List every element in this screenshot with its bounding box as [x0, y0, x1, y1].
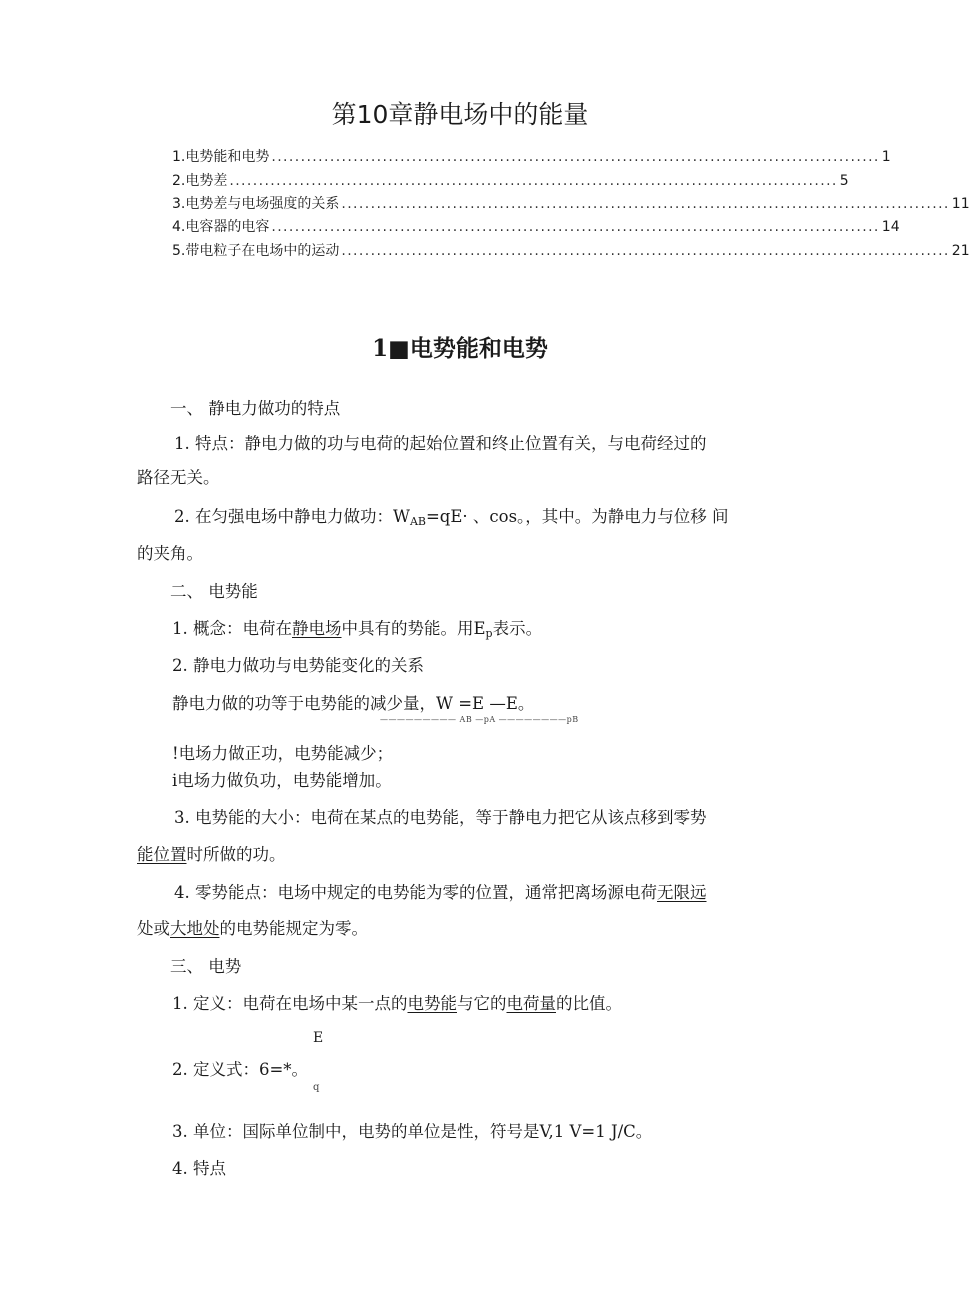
toc-label: 电容器的电容	[185, 219, 270, 235]
toc-number: 1.	[172, 149, 186, 165]
text-run: 4. 零势能点：电场中规定的电势能为零的位置，通常把离场源电荷	[174, 883, 657, 902]
text-run: 处	[137, 919, 154, 938]
toc-page: 21	[951, 243, 970, 259]
toc-page: 5	[839, 173, 849, 189]
text-run: 时所做的功。	[186, 845, 286, 864]
toc-number: 3.	[172, 196, 186, 212]
toc-leader: ........................................................................................................	[229, 173, 838, 189]
toc-entry-5[interactable]	[172, 240, 970, 260]
underlined-term: 能位置	[137, 845, 187, 864]
text-run: 2. 在匀强电场中静电力做功：W	[174, 507, 410, 526]
paragraph-line: 4. 特点	[172, 1159, 226, 1178]
text-run: 中具有的势能。用E	[341, 619, 486, 638]
paragraph-line	[172, 615, 542, 640]
toc-leader: ........................................................................................................	[271, 149, 880, 165]
heading-potential-energy: 二、 电势能	[170, 582, 258, 601]
toc-entry-4[interactable]	[172, 216, 900, 236]
text-run: 或	[153, 919, 170, 938]
subscript: AB	[409, 515, 426, 528]
toc-leader: ........................................................................................................	[341, 243, 950, 259]
subscript: p	[485, 627, 493, 640]
text-run: =qE· 、cos。，其中。为静电力与位移 间	[425, 507, 729, 526]
underlined-term: 静电场	[292, 619, 342, 638]
underlined-term: 电势能	[407, 994, 457, 1013]
text-run: 表示。	[492, 619, 543, 638]
text-run: 与它的	[457, 994, 507, 1013]
underlined-term: 大地处	[170, 919, 220, 938]
heading-electrostatic-work: 一、 静电力做功的特点	[170, 399, 341, 418]
toc-label: 电势差与电场强度的关系	[185, 196, 340, 212]
paragraph-line: !电场力做正功，电势能减少；	[172, 744, 394, 763]
paragraph-line: 2. 静电力做功与电势能变化的关系	[172, 656, 424, 675]
fraction-numerator: E	[313, 1030, 324, 1046]
heading-potential: 三、 电势	[170, 957, 242, 976]
paragraph-line: i电场力做负功，电势能增加。	[172, 771, 392, 790]
text-run: 1. 定义：电荷在电场中某一点的	[172, 994, 408, 1013]
toc-leader: ........................................................................................................	[341, 196, 950, 212]
paragraph-line: 3. 单位：国际单位制中，电势的单位是性，符号是V,1 V=1 J/C。	[172, 1122, 653, 1141]
paragraph-line	[172, 990, 622, 1014]
toc-label: 带电粒子在电场中的运动	[185, 243, 340, 259]
toc-page: 1	[881, 149, 891, 165]
paragraph-line: 路径无关。	[137, 468, 220, 487]
toc-number: 2.	[172, 173, 186, 189]
toc-entry-2[interactable]	[172, 170, 849, 190]
toc-number: 4.	[172, 219, 186, 235]
paragraph-line	[174, 503, 729, 528]
formula-subscripts: ————————— AB —pA ————————pB	[380, 715, 579, 724]
text-run: 1. 概念：电荷在	[172, 619, 292, 638]
paragraph-line: 1. 特点：静电力做的功与电荷的起始位置和终止位置有关，与电荷经过的	[174, 434, 707, 453]
toc-label: 电势差	[185, 173, 228, 189]
paragraph-line: 静电力做的功等于电势能的减少量，W =E —E。	[172, 694, 535, 713]
document-title: 第10章静电场中的能量	[331, 100, 589, 129]
underlined-term: 无限远	[657, 883, 707, 902]
fraction-denominator: q	[313, 1082, 320, 1093]
toc-leader: ........................................................................................................	[271, 219, 880, 235]
toc-label: 电势能和电势	[185, 149, 270, 165]
paragraph-line	[137, 841, 286, 865]
paragraph-line: 3. 电势能的大小：电荷在某点的电势能，等于静电力把它从该点移到零势	[174, 808, 707, 827]
section-title: 1■电势能和电势	[372, 335, 548, 362]
toc-page: 14	[881, 219, 900, 235]
paragraph-line: 2. 定义式：6=*。	[172, 1060, 309, 1079]
paragraph-line	[137, 915, 368, 939]
text-run: 的电势能规定为零。	[219, 919, 368, 938]
underlined-term: 电荷量	[506, 994, 556, 1013]
toc-entry-3[interactable]	[172, 193, 970, 213]
toc-page: 11	[951, 196, 970, 212]
toc-number: 5.	[172, 243, 186, 259]
text-run: 的比值。	[556, 994, 622, 1013]
paragraph-line: 的夹角。	[137, 544, 203, 563]
toc-entry-1[interactable]	[172, 146, 891, 166]
paragraph-line	[174, 879, 707, 903]
